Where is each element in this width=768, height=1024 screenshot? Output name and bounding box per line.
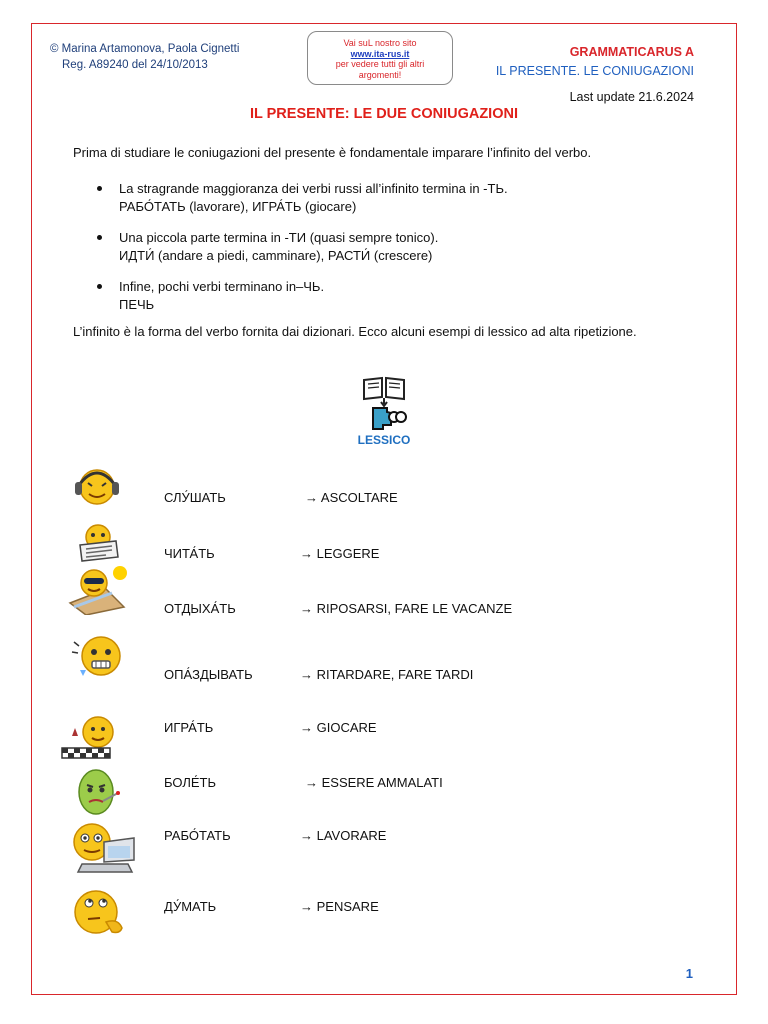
- bullet-dot: [97, 186, 102, 191]
- promo-line1: Vai suL nostro sito: [343, 38, 417, 48]
- sick-smiley-icon: [74, 765, 124, 822]
- site-link[interactable]: www.ita-rus.it: [350, 48, 410, 59]
- infinitive-note: L’infinito è la forma del verbo fornita dai dizionari. Ecco alcuni esempi di lessico ad alta ripetizione.: [73, 324, 637, 339]
- computer-smiley-icon: [70, 820, 136, 881]
- vocab-italian: → PENSARE: [300, 899, 379, 914]
- headphones-smiley-icon: [72, 465, 122, 512]
- bullet-line: La stragrande maggioranza dei verbi russi all’infinito termina in -ТЬ.: [119, 181, 508, 196]
- book-head-icon: [361, 375, 407, 436]
- chess-smiley-icon: [60, 714, 122, 767]
- vocab-russian: БОЛЕ́ТЬ: [164, 775, 217, 790]
- vocab-russian: ОПА́ЗДЫВАТЬ: [164, 667, 253, 682]
- vocab-italian: → ESSERE AMMALATI: [305, 775, 443, 790]
- vocab-russian: ЧИТА́ТЬ: [164, 546, 215, 561]
- bullet-example: ИДТИ́ (andare a piedi, camminare), РАСТИ́ (crescere): [119, 248, 433, 263]
- series-subtitle: IL PRESENTE. LE CONIUGAZIONI: [495, 64, 694, 78]
- vocab-italian: → RITARDARE, FARE TARDI: [300, 667, 474, 682]
- page-border: [31, 23, 737, 995]
- bullet-dot: [97, 235, 102, 240]
- bullet-example: РАБО́ТАТЬ (lavorare), ИГРА́ТЬ (giocare): [119, 199, 357, 214]
- sunbathing-smiley-icon: [66, 563, 130, 620]
- page-title: IL PRESENTE: LE DUE CONIUGAZIONI: [249, 106, 518, 122]
- bullet-line: Infine, pochi verbi terminano in–ЧЬ.: [119, 279, 325, 294]
- vocab-russian: ИГРА́ТЬ: [164, 720, 214, 735]
- intro-paragraph: Prima di studiare le coniugazioni del presente è fondamentale imparare l’infinito del verbo.: [73, 145, 592, 160]
- vocab-russian: ДУ́МАТЬ: [164, 899, 217, 914]
- newspaper-smiley-icon: [76, 523, 122, 568]
- vocab-italian: → GIOCARE: [300, 720, 377, 735]
- vocab-italian: → LEGGERE: [300, 546, 380, 561]
- series-heading: [496, 43, 694, 81]
- list-item: [97, 180, 639, 216]
- vocab-russian: РАБО́ТАТЬ: [164, 828, 231, 843]
- vocab-russian: ОТДЫХА́ТЬ: [164, 601, 236, 616]
- list-item: [97, 278, 639, 314]
- vocab-russian: СЛУ́ШАТЬ: [164, 490, 226, 505]
- vocab-italian: → LAVORARE: [300, 828, 387, 843]
- page-number: 1: [685, 966, 693, 981]
- bullet-example: ПЕЧЬ: [119, 297, 155, 312]
- worried-smiley-icon: [70, 634, 124, 687]
- series-title: GRAMMATICARUS A: [569, 45, 694, 59]
- vocab-italian: → RIPOSARSI, FARE LE VACANZE: [300, 601, 513, 616]
- bullet-dot: [97, 284, 102, 289]
- bullet-line: Una piccola parte termina in -ТИ (quasi sempre tonico).: [119, 230, 439, 245]
- promo-box: [307, 31, 453, 85]
- bullet-list: [97, 180, 639, 327]
- vocab-italian: → ASCOLTARE: [305, 490, 398, 505]
- copyright-block: [50, 41, 239, 73]
- list-item: [97, 229, 639, 265]
- thinking-smiley-icon: [70, 888, 130, 943]
- lessico-label: LESSICO: [357, 433, 411, 447]
- promo-line4: argomenti!: [358, 69, 402, 80]
- registration-text: Reg. A89240 del 24/10/2013: [62, 59, 208, 71]
- promo-line3: per vedere tutti gli altri: [335, 59, 425, 69]
- last-update: Last update 21.6.2024: [569, 90, 694, 104]
- copyright-text: © Marina Artamonova, Paola Cignetti: [50, 43, 240, 55]
